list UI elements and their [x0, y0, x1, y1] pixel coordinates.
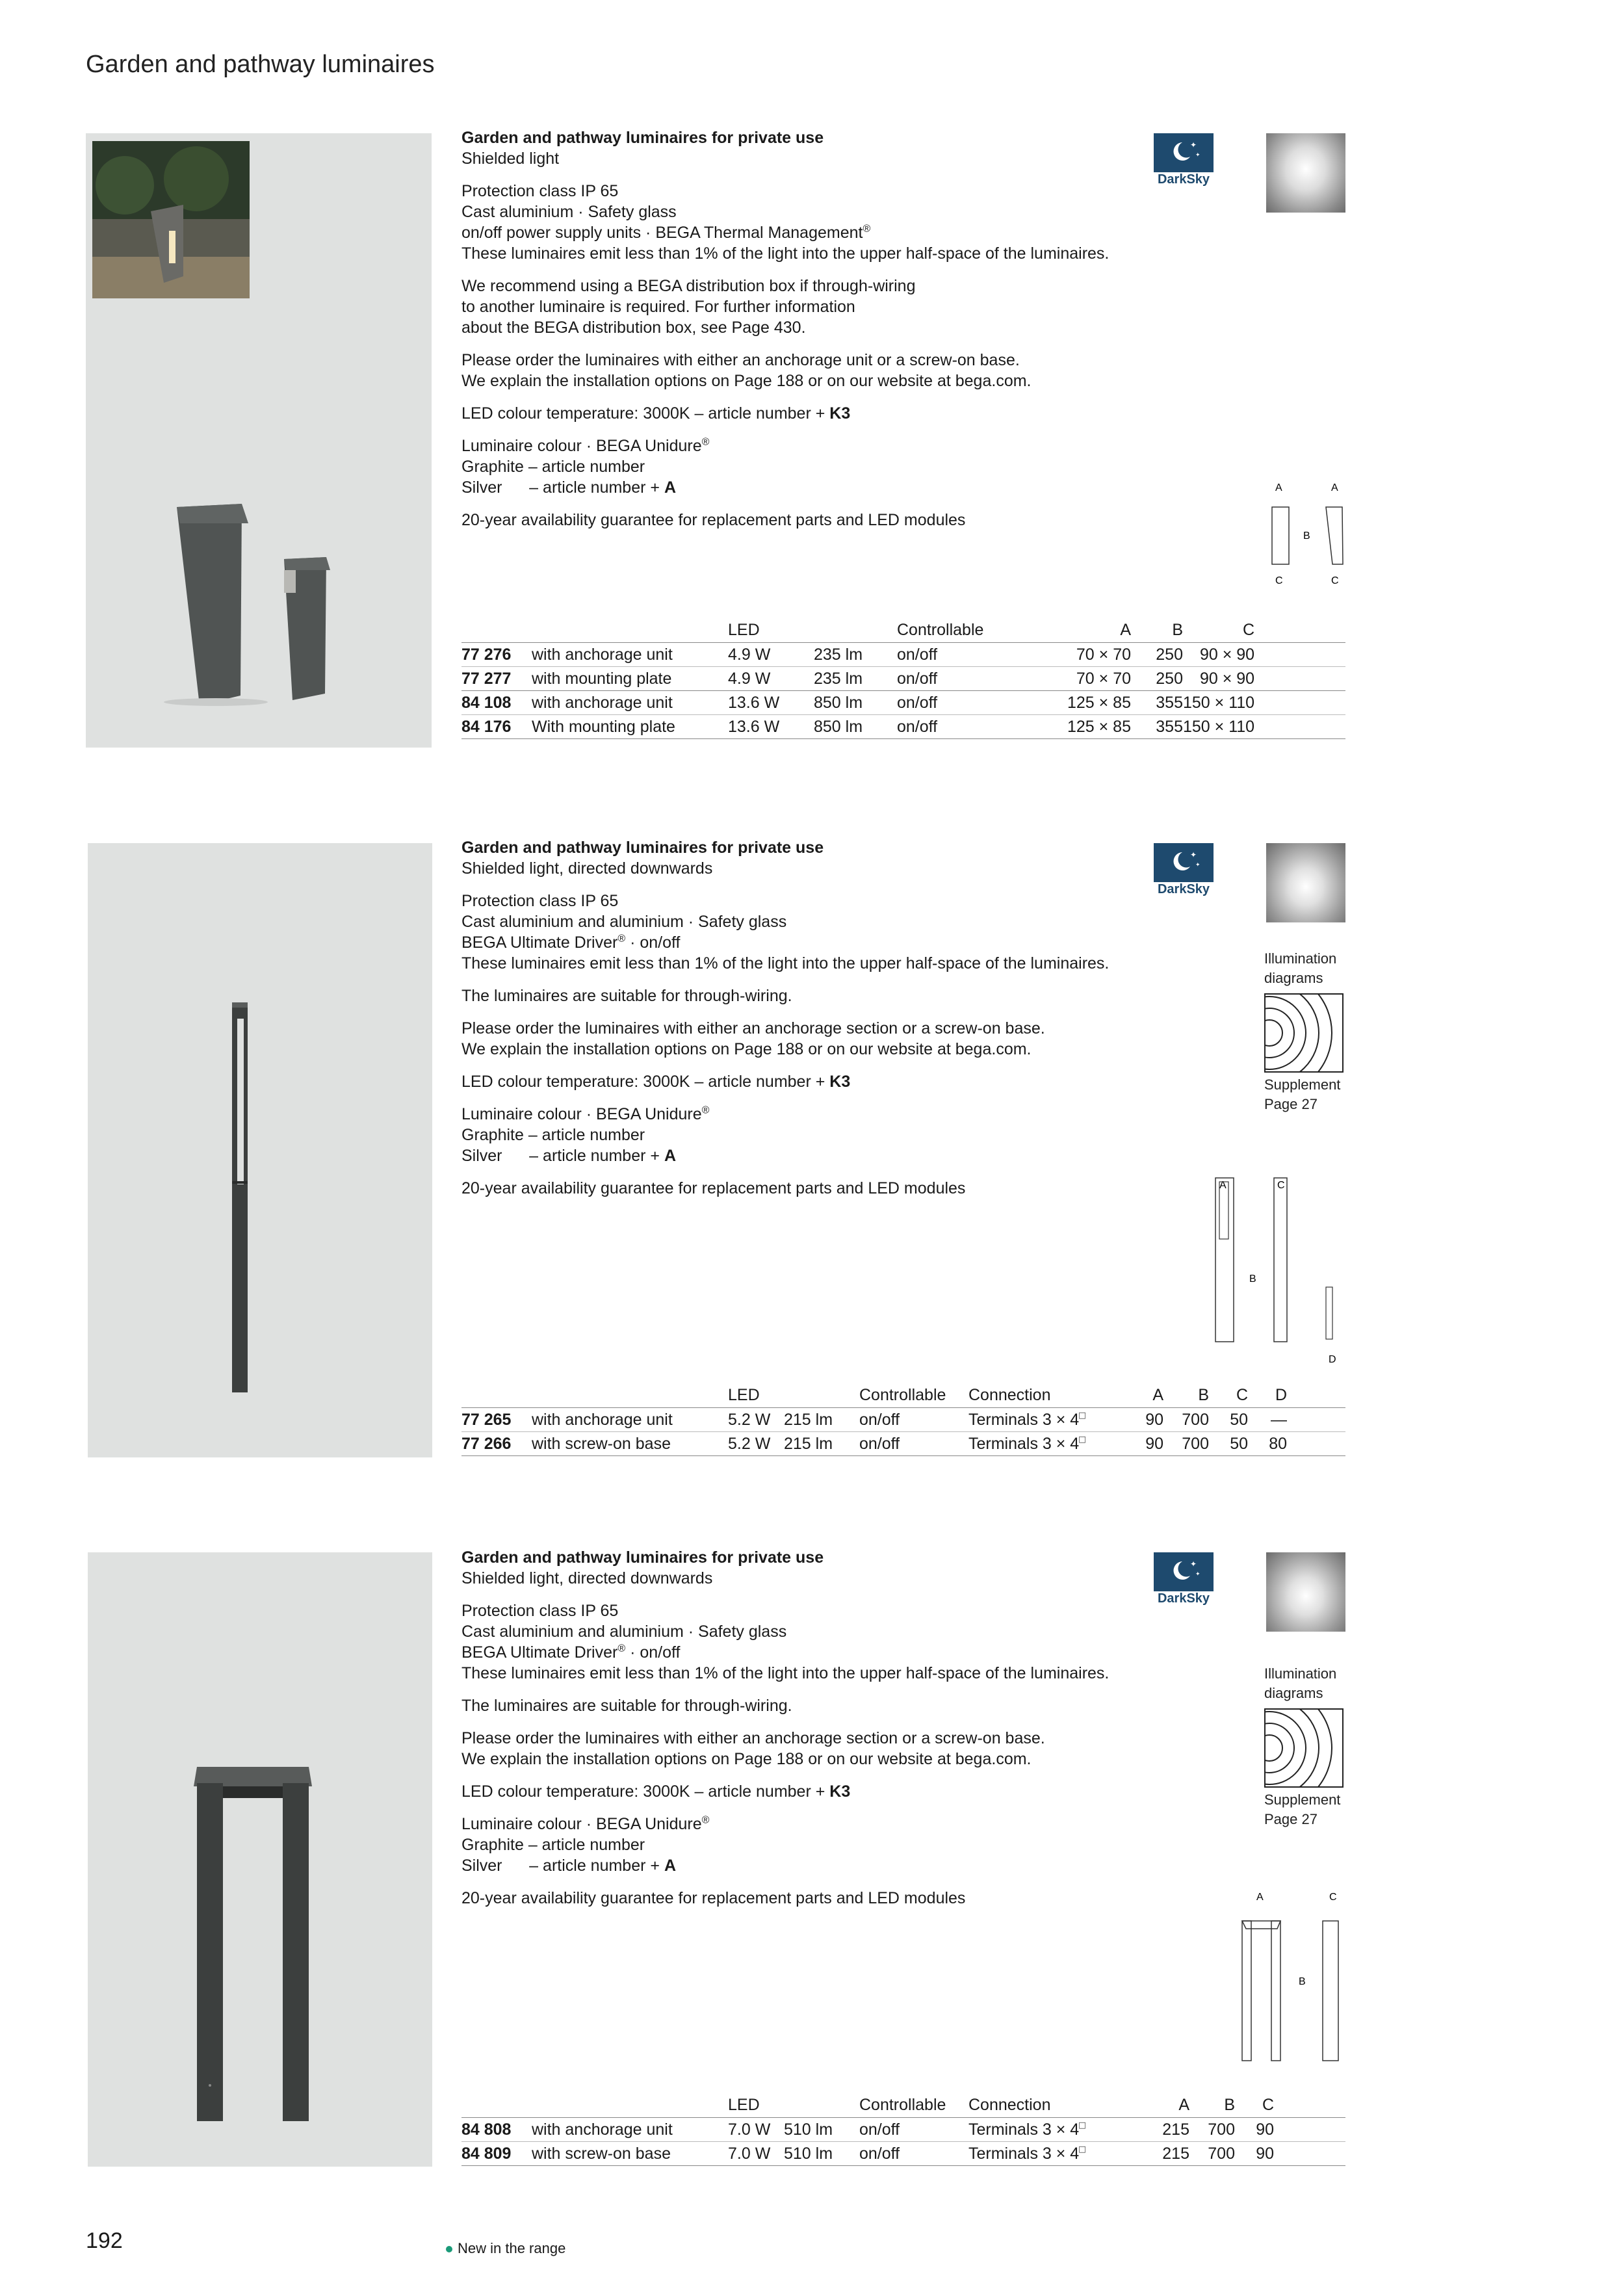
controllable: on/off [897, 715, 1053, 739]
wattage: 4.9 W [728, 667, 814, 691]
spec-line: Cast aluminium and aluminium · Safety glass [461, 1623, 787, 1641]
mounting: with screw-on base [532, 2142, 728, 2166]
wattage: 7.0 W [728, 2142, 784, 2166]
section-title: Garden and pathway luminaires for private use [461, 1548, 824, 1567]
table-row [461, 1432, 1345, 1456]
dim-b-label: B [1299, 1976, 1306, 1987]
led-temp-code: K3 [829, 1073, 851, 1091]
dim-b-label: B [1249, 1273, 1256, 1285]
col-header-controllable: Controllable [897, 620, 1053, 643]
section-subtitle: Shielded light, directed downwards [461, 859, 713, 878]
connection [968, 1408, 1118, 1432]
supplement-text: Page 27 [1264, 1811, 1318, 1827]
supplement-note [1264, 1075, 1340, 1114]
illumination-diagram-icon[interactable] [1264, 1708, 1344, 1788]
article-number: 77 266 [461, 1432, 532, 1456]
square-mark: □ [1079, 1410, 1085, 1422]
wattage: 5.2 W [728, 1432, 784, 1456]
product-description [461, 1547, 1176, 1920]
mounting: with anchorage unit [532, 643, 728, 667]
dim-b: 250 [1131, 667, 1183, 691]
square-mark: □ [1079, 1434, 1085, 1446]
svg-text:✦: ✦ [1195, 862, 1201, 868]
article-number: 77 276 [461, 643, 532, 667]
supplement-text: Supplement [1264, 1076, 1341, 1093]
darksky-badge [1154, 843, 1214, 902]
col-header-a: A [1118, 1385, 1163, 1408]
table-row [461, 2142, 1345, 2166]
article-number: 77 265 [461, 1408, 532, 1432]
dimension-drawing [1261, 481, 1352, 598]
section-subtitle: Shielded light, directed downwards [461, 1569, 713, 1587]
wattage: 13.6 W [728, 691, 814, 715]
spec-table [461, 1385, 1345, 1456]
spec-line: Protection class IP 65 [461, 892, 619, 910]
controllable: on/off [859, 1408, 968, 1432]
mounting: with anchorage unit [532, 1408, 728, 1432]
product-photo [88, 1552, 432, 2167]
dim-c: 50 [1209, 1408, 1248, 1432]
wattage: 13.6 W [728, 715, 814, 739]
dim-c: 90 × 90 [1183, 667, 1254, 691]
dim-b: 700 [1163, 1408, 1209, 1432]
spec-line: Cast aluminium and aluminium · Safety glass [461, 913, 787, 931]
dim-a: 125 × 85 [1053, 691, 1131, 715]
controllable: on/off [897, 643, 1053, 667]
col-header-c: C [1209, 1385, 1248, 1408]
spec-table [461, 2094, 1345, 2166]
illum-text: Illumination [1264, 1665, 1337, 1682]
light-distribution-image [1266, 1552, 1345, 1632]
col-header-c: C [1235, 2094, 1274, 2118]
mounting: with mounting plate [532, 667, 728, 691]
article-number: 84 809 [461, 2142, 532, 2166]
controllable: on/off [897, 667, 1053, 691]
lumen: 235 lm [814, 667, 897, 691]
lumen: 850 lm [814, 715, 897, 739]
dim-a: 215 [1137, 2118, 1189, 2142]
darksky-label: DarkSky [1157, 1591, 1210, 1606]
supplement-text: Page 27 [1264, 1096, 1318, 1112]
dim-a: 90 [1118, 1432, 1163, 1456]
colour-silver: Silver – article number + [461, 1147, 664, 1165]
led-temp: LED colour temperature: 3000K – article number + [461, 404, 830, 423]
col-header-connection: Connection [968, 1385, 1118, 1408]
dim-b: 355 [1131, 715, 1183, 739]
square-mark: □ [1079, 2120, 1085, 2132]
col-header-controllable: Controllable [859, 2094, 968, 2118]
lumen: 215 lm [784, 1408, 859, 1432]
wattage: 5.2 W [728, 1408, 784, 1432]
dim-d: 80 [1248, 1432, 1287, 1456]
dim-b: 700 [1189, 2118, 1235, 2142]
mounting: With mounting plate [532, 715, 728, 739]
product-photo-image [88, 1552, 432, 2167]
order-note: We explain the installation options on Page 188 or on our website at bega.com. [461, 1750, 1032, 1768]
darksky-badge [1154, 133, 1214, 192]
illumination-note [1264, 949, 1336, 988]
dim-b: 355 [1131, 691, 1183, 715]
dim-a: 125 × 85 [1053, 715, 1131, 739]
section-title: Garden and pathway luminaires for private use [461, 129, 824, 147]
silver-code: A [664, 478, 676, 497]
connection-text: Terminals 3 × 4 [968, 2144, 1080, 2163]
guarantee: 20-year availability guarantee for replacement parts and LED modules [461, 1889, 966, 1907]
registered-mark: ® [617, 933, 626, 945]
registered-mark: ® [617, 1643, 626, 1654]
spec-line: on/off power supply units · BEGA Thermal Management [461, 224, 863, 242]
dim-a: 70 × 70 [1053, 643, 1131, 667]
wattage: 7.0 W [728, 2118, 784, 2142]
svg-text:✦: ✦ [1195, 152, 1201, 159]
wiring-note: The luminaires are suitable for through-wiring. [461, 987, 792, 1005]
spec-line: · on/off [625, 1643, 681, 1662]
dim-a-label: A [1256, 1892, 1264, 1903]
darksky-badge [1154, 1552, 1214, 1611]
dim-b-label: B [1303, 530, 1310, 541]
product-description [461, 837, 1176, 1210]
controllable: on/off [859, 2142, 968, 2166]
colour-graphite: Graphite – article number [461, 458, 645, 476]
lumen: 510 lm [784, 2142, 859, 2166]
dim-a: 90 [1118, 1408, 1163, 1432]
connection-text: Terminals 3 × 4 [968, 1434, 1080, 1453]
svg-text:✦: ✦ [1195, 1571, 1201, 1578]
dim-c-label: C [1275, 575, 1283, 586]
section-subtitle: Shielded light [461, 150, 560, 168]
controllable: on/off [859, 1432, 968, 1456]
spec-line: BEGA Ultimate Driver [461, 933, 618, 952]
darksky-label: DarkSky [1157, 882, 1210, 896]
dim-c2-label: C [1331, 575, 1339, 586]
table-row [461, 2118, 1345, 2142]
led-temp: LED colour temperature: 3000K – article number + [461, 1073, 830, 1091]
wattage: 4.9 W [728, 643, 814, 667]
supplement-note [1264, 1790, 1340, 1829]
table-row [461, 715, 1345, 739]
silver-code: A [664, 1857, 676, 1875]
spec-line: Protection class IP 65 [461, 1602, 619, 1620]
led-temp-code: K3 [829, 404, 851, 423]
dim-c-label: C [1329, 1892, 1337, 1903]
registered-mark: ® [701, 1104, 710, 1116]
illumination-diagram-icon[interactable] [1264, 993, 1344, 1073]
product-photo [88, 843, 432, 1457]
square-mark: □ [1079, 2144, 1085, 2156]
dim-c: 50 [1209, 1432, 1248, 1456]
new-in-range-legend [446, 2240, 565, 2257]
order-note: We explain the installation options on Page 188 or on our website at bega.com. [461, 1040, 1032, 1058]
order-note: We explain the installation options on Page 188 or on our website at bega.com. [461, 372, 1032, 390]
darksky-label: DarkSky [1157, 172, 1210, 187]
article-number: 84 808 [461, 2118, 532, 2142]
col-header-led: LED [728, 620, 814, 643]
legend-text: New in the range [458, 2240, 566, 2256]
dim-b: 700 [1189, 2142, 1235, 2166]
order-note: Please order the luminaires with either an anchorage unit or a screw-on base. [461, 351, 1020, 369]
light-distribution-image [1266, 843, 1345, 922]
col-header-a: A [1053, 620, 1131, 643]
dim-c-label: C [1277, 1180, 1285, 1191]
supplement-text: Supplement [1264, 1792, 1341, 1808]
lumen: 850 lm [814, 691, 897, 715]
wiring-note: We recommend using a BEGA distribution box if through-wiring [461, 277, 916, 295]
guarantee: 20-year availability guarantee for replacement parts and LED modules [461, 511, 966, 529]
colour-graphite: Graphite – article number [461, 1126, 645, 1144]
registered-mark: ® [863, 223, 871, 235]
registered-mark: ® [701, 1814, 710, 1826]
dim-c: 150 × 110 [1183, 691, 1254, 715]
dimension-drawing [1202, 1177, 1352, 1365]
connection-text: Terminals 3 × 4 [968, 1410, 1080, 1429]
product-photo [86, 133, 432, 748]
lumen: 215 lm [784, 1432, 859, 1456]
article-number: 84 108 [461, 691, 532, 715]
dim-c: 150 × 110 [1183, 715, 1254, 739]
colour-title: Luminaire colour · BEGA Unidure [461, 437, 702, 455]
dim-c: 90 × 90 [1183, 643, 1254, 667]
product-description [461, 127, 1176, 542]
wiring-note: about the BEGA distribution box, see Page 430. [461, 319, 806, 337]
table-row [461, 1408, 1345, 1432]
col-header-led: LED [728, 1385, 784, 1408]
dim-c: 90 [1235, 2142, 1274, 2166]
registered-mark: ® [701, 436, 710, 448]
col-header-b: B [1189, 2094, 1235, 2118]
connection [968, 2142, 1137, 2166]
controllable: on/off [897, 691, 1053, 715]
dim-d-label: D [1329, 1354, 1336, 1365]
product-photo-image [88, 843, 432, 1457]
article-number: 77 277 [461, 667, 532, 691]
dim-a: 215 [1137, 2142, 1189, 2166]
illum-text: diagrams [1264, 970, 1323, 986]
dim-a: 70 × 70 [1053, 667, 1131, 691]
connection [968, 1432, 1118, 1456]
section-title: Garden and pathway luminaires for private use [461, 839, 824, 857]
colour-title: Luminaire colour · BEGA Unidure [461, 1105, 702, 1123]
col-header-led: LED [728, 2094, 784, 2118]
dimension-drawing [1232, 1888, 1362, 2064]
new-dot-icon [446, 2246, 452, 2252]
spec-line: These luminaires emit less than 1% of the light into the upper half-space of the luminaires. [461, 954, 1110, 972]
page-title: Garden and pathway luminaires [86, 51, 435, 78]
col-header-c: C [1183, 620, 1254, 643]
silver-code: A [664, 1147, 676, 1165]
connection [968, 2118, 1137, 2142]
product-photo-image [86, 133, 432, 748]
mounting: with screw-on base [532, 1432, 728, 1456]
dim-a-label: A [1275, 482, 1282, 493]
order-note: Please order the luminaires with either an anchorage section or a screw-on base. [461, 1729, 1045, 1747]
spec-line: Protection class IP 65 [461, 182, 619, 200]
dim-a-label: A [1219, 1180, 1227, 1191]
wiring-note: to another luminaire is required. For further information [461, 298, 855, 316]
lumen: 510 lm [784, 2118, 859, 2142]
svg-text:✦: ✦ [1190, 140, 1197, 150]
lumen: 235 lm [814, 643, 897, 667]
light-distribution-image [1266, 133, 1345, 213]
spec-line: Cast aluminium · Safety glass [461, 203, 677, 221]
dim-d: — [1248, 1408, 1287, 1432]
mounting: with anchorage unit [532, 2118, 728, 2142]
wiring-note: The luminaires are suitable for through-wiring. [461, 1697, 792, 1715]
table-row [461, 667, 1345, 691]
illum-text: diagrams [1264, 1685, 1323, 1701]
col-header-b: B [1131, 620, 1183, 643]
col-header-connection: Connection [968, 2094, 1137, 2118]
illum-text: Illumination [1264, 950, 1337, 967]
col-header-controllable: Controllable [859, 1385, 968, 1408]
dim-b: 700 [1163, 1432, 1209, 1456]
spec-line: BEGA Ultimate Driver [461, 1643, 618, 1662]
mounting: with anchorage unit [532, 691, 728, 715]
page-number: 192 [86, 2228, 123, 2253]
dim-a2-label: A [1331, 482, 1338, 493]
colour-silver: Silver – article number + [461, 1857, 664, 1875]
colour-silver: Silver – article number + [461, 478, 664, 497]
spec-line: These luminaires emit less than 1% of the light into the upper half-space of the luminaires. [461, 1664, 1110, 1682]
colour-title: Luminaire colour · BEGA Unidure [461, 1815, 702, 1833]
table-row [461, 643, 1345, 667]
led-temp: LED colour temperature: 3000K – article number + [461, 1782, 830, 1801]
spec-table [461, 620, 1345, 739]
order-note: Please order the luminaires with either an anchorage section or a screw-on base. [461, 1019, 1045, 1037]
dim-b: 250 [1131, 643, 1183, 667]
article-number: 84 176 [461, 715, 532, 739]
guarantee: 20-year availability guarantee for replacement parts and LED modules [461, 1179, 966, 1197]
table-row [461, 691, 1345, 715]
spec-line: · on/off [625, 933, 681, 952]
svg-text:✦: ✦ [1190, 850, 1197, 859]
svg-text:✦: ✦ [1190, 1559, 1197, 1569]
led-temp-code: K3 [829, 1782, 851, 1801]
col-header-d: D [1248, 1385, 1287, 1408]
col-header-a: A [1137, 2094, 1189, 2118]
spec-line: These luminaires emit less than 1% of the light into the upper half-space of the luminaires. [461, 244, 1110, 263]
col-header-b: B [1163, 1385, 1209, 1408]
dim-c: 90 [1235, 2118, 1274, 2142]
connection-text: Terminals 3 × 4 [968, 2120, 1080, 2139]
illumination-note [1264, 1664, 1336, 1703]
controllable: on/off [859, 2118, 968, 2142]
colour-graphite: Graphite – article number [461, 1836, 645, 1854]
